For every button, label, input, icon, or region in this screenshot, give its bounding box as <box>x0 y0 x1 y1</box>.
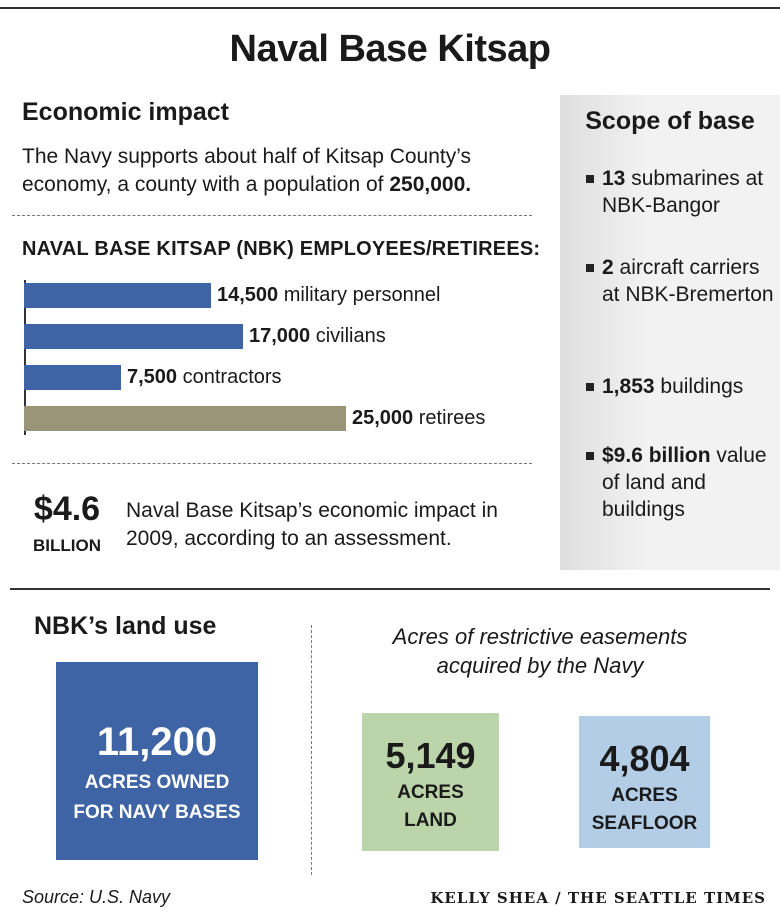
acres-owned-label-2: FOR NAVY BASES <box>73 802 241 823</box>
scope-item-text: value of land and buildings <box>602 444 767 521</box>
employees-bar-chart <box>24 280 554 440</box>
land-use-heading: NBK’s land use <box>34 612 217 640</box>
acres-seafloor-label-1: ACRES <box>611 785 678 806</box>
economic-heading: Economic impact <box>22 98 229 126</box>
scope-item-value-land <box>580 442 775 523</box>
acres-seafloor-number: 4,804 <box>599 738 690 779</box>
bar-value-label: 17,000 <box>249 325 311 347</box>
square-bullet-icon <box>586 264 594 272</box>
bar-contractors <box>24 365 121 390</box>
vertical-dashed-divider <box>311 625 312 875</box>
acres-seafloor-box <box>579 716 710 848</box>
scope-item-text: submarines at NBK-Bangor <box>602 167 764 217</box>
square-bullet-icon <box>586 452 594 460</box>
page-title: Naval Base Kitsap <box>229 28 551 70</box>
scope-item-text: buildings <box>654 375 744 398</box>
source-note: Source: U.S. Navy <box>22 887 171 907</box>
bar-retirees <box>24 406 346 431</box>
square-bullet-icon <box>586 383 594 391</box>
scope-item-buildings <box>580 373 775 400</box>
scope-item-submarines <box>580 165 775 219</box>
acres-seafloor-label-2: SEAFLOOR <box>591 813 698 834</box>
dashed-divider <box>12 215 532 216</box>
bar-value-label: 25,000 <box>352 407 414 429</box>
bar-label <box>352 407 485 430</box>
acres-land-number: 5,149 <box>385 735 476 776</box>
economic-intro-text: The Navy supports about half of Kitsap County’s economy, a county with a population of <box>22 145 472 196</box>
scope-item-value: 1,853 <box>602 375 655 398</box>
scope-item-text: aircraft carriers at NBK-Bremerton <box>602 256 774 306</box>
acres-land-label-2: LAND <box>404 810 457 831</box>
chart-title: NAVAL BASE KITSAP (NBK) EMPLOYEES/RETIREES: <box>22 238 541 260</box>
impact-number: $4.6 <box>33 490 101 528</box>
bar-value-label: 7,500 <box>127 366 178 388</box>
bar-civilians <box>24 324 243 349</box>
scope-item-value: 13 <box>602 167 626 190</box>
credit-line: KELLY SHEA / THE SEATTLE TIMES <box>430 889 766 907</box>
acres-land-box <box>362 713 499 851</box>
acres-owned-number: 11,200 <box>96 720 218 764</box>
economic-intro <box>22 143 552 199</box>
bar-category-label: contractors <box>177 366 282 388</box>
square-bullet-icon <box>586 175 594 183</box>
scope-sidebar <box>560 95 780 570</box>
impact-unit: BILLION <box>33 536 101 555</box>
scope-item-value: 2 <box>602 256 614 279</box>
scope-heading: Scope of base <box>585 107 755 135</box>
scope-item-carriers <box>580 254 775 308</box>
acres-land-label-1: ACRES <box>397 782 464 803</box>
acres-owned-label-1: ACRES OWNED <box>84 772 230 793</box>
bar-military-personnel <box>24 283 211 308</box>
scope-item-value: $9.6 billion <box>602 444 711 467</box>
easements-heading <box>340 622 740 680</box>
bar-label <box>217 284 440 307</box>
bar-category-label: military personnel <box>278 284 441 306</box>
top-rule <box>0 7 780 9</box>
acres-owned-box <box>56 662 258 860</box>
bar-category-label: civilians <box>310 325 386 347</box>
easements-heading-line-2: acquired by the Navy <box>436 653 644 678</box>
bar-label <box>127 366 282 389</box>
section-rule <box>10 588 770 590</box>
bar-label <box>249 325 386 348</box>
bar-value-label: 14,500 <box>217 284 279 306</box>
dashed-divider <box>12 463 532 464</box>
bar-category-label: retirees <box>413 407 486 429</box>
population-value: 250,000. <box>389 173 472 196</box>
impact-description: Naval Base Kitsap’s economic impact in 2009, according to an assessment. <box>126 499 498 550</box>
easements-heading-line-1: Acres of restrictive easements <box>392 624 688 649</box>
